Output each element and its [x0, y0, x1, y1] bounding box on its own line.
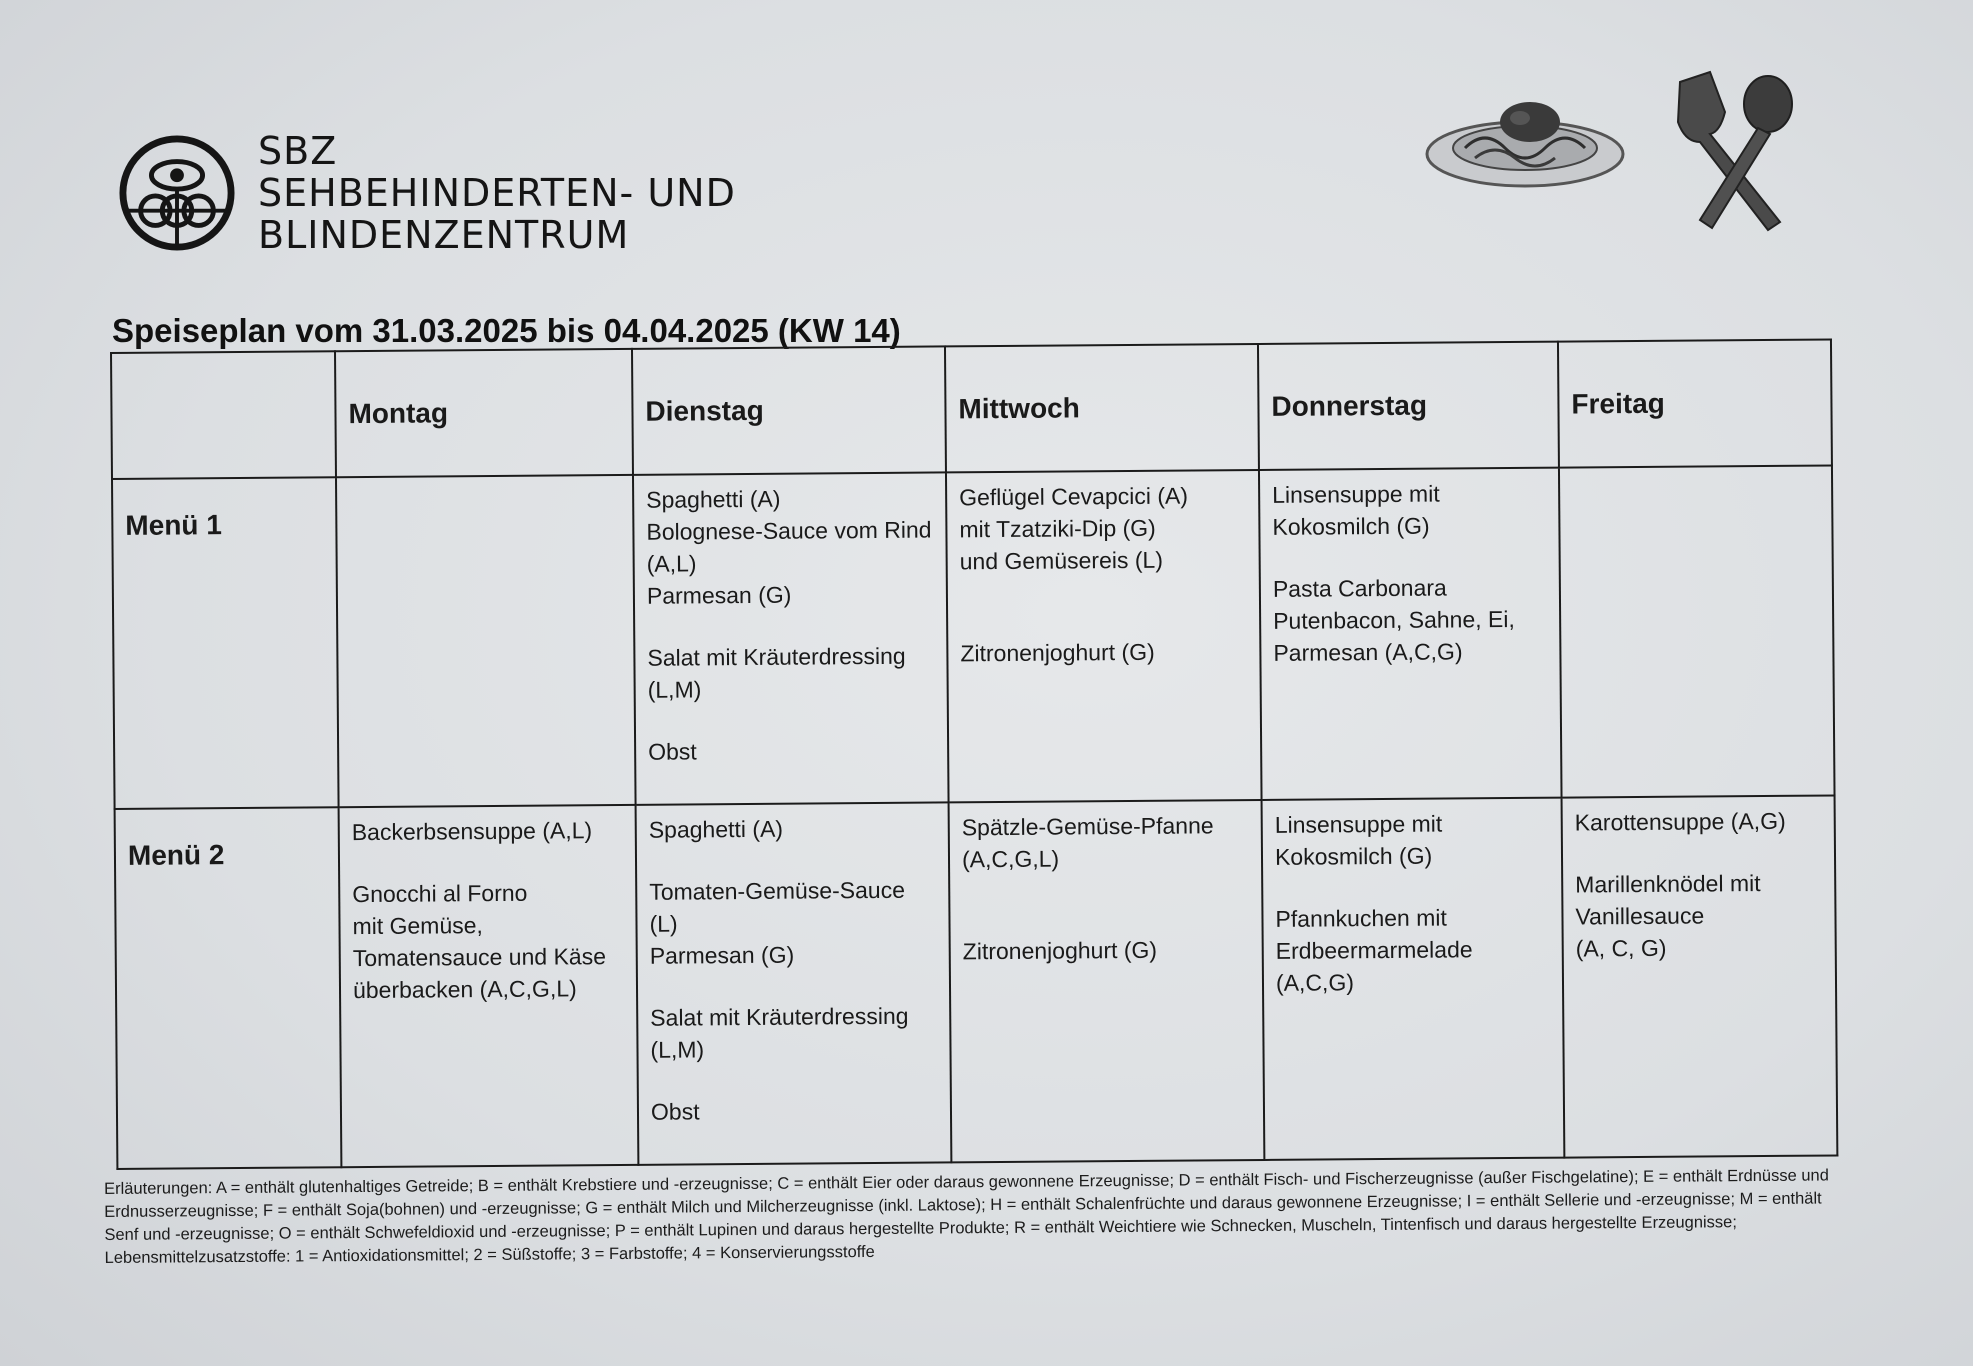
line-gap — [649, 844, 936, 876]
menu-label: Menü 1 — [112, 477, 339, 809]
menu-table — [110, 338, 1838, 1169]
line-gap — [647, 610, 934, 642]
line-gap — [648, 704, 935, 736]
logo-line-2: SEHBEHINDERTEN- UND — [258, 171, 736, 215]
menu-line: Tomatensauce und Käse — [352, 943, 607, 972]
menu-line: mit Gemüse, — [352, 912, 483, 940]
menu-line: Bolognese-Sauce vom Rind — [646, 516, 932, 545]
allergen-legend: Erläuterungen: A = enthält glutenhaltiges Getreide; B = enthält Krebstiere und -erzeugnisse; C = enthält Eier oder daraus gewonnene Erzeugnisse; D = enthält Fisch- und Fischerzeugnisse (außer Fischgelatine); E = enthält Erdnüsse und Erdnusserzeugnisse; F = enthält Soja(bohnen) und -erzeugnisse; G = enthält Milch und Milcherzeugnisse (inkl. Laktose); H = enthält Schalenfrüchte und daraus gewonnene Erzeugnisse; I = enthält Sellerie und -erzeugnisse; M = enthält Senf und -erzeugnisse; O = enthält Schwefeldioxid und -erzeugnisse; P = enthält Lupinen und daraus hergestellte Produkte; R = enthält Weichtiere wie Schnecken, Muscheln, Tintenfisch und daraus hergestellte Erzeugnisse; Lebensmittelzusatzstoffe: 1 = Antioxidationsmittel; 2 = Süßstoffe; 3 = Farbstoffe; 4 = Konservierungsstoffe — [104, 1166, 1829, 1267]
line-gap — [960, 605, 1247, 637]
spaghetti-plate-icon — [1420, 82, 1635, 202]
menu-line: Erdbeermarmelade — [1275, 936, 1473, 964]
menu-line: Marillenknödel mit — [1575, 870, 1761, 898]
menu-cell — [1559, 465, 1835, 797]
menu-line: Zitronenjoghurt (G) — [962, 936, 1158, 965]
menu-cell — [339, 805, 639, 1167]
menu-cell — [946, 470, 1262, 802]
line-gap — [1575, 837, 1822, 869]
line-gap — [960, 575, 1247, 607]
menu-line: Parmesan (G) — [649, 941, 795, 969]
line-gap — [1275, 871, 1549, 903]
menu-line: Kokosmilch (G) — [1272, 512, 1430, 540]
menu-line: Zitronenjoghurt (G) — [960, 638, 1155, 667]
menu-line: (L) — [649, 910, 678, 937]
menu-line: Geflügel Cevapcici (A) — [959, 482, 1189, 511]
menu-line: Tomaten-Gemüse-Sauce — [649, 876, 906, 905]
sbz-logo-icon — [118, 134, 236, 252]
menu-line: Parmesan (A,C,G) — [1273, 638, 1463, 666]
menu-line: Linsensuppe mit — [1274, 810, 1443, 838]
header-day: Dienstag — [632, 346, 946, 474]
menu-line: Backerbsensuppe (A,L) — [351, 817, 593, 846]
menu-line: Vanillesauce — [1575, 902, 1705, 930]
page-title: Speiseplan vom 31.03.2025 bis 04.04.2025 (KW 14) — [112, 312, 901, 349]
menu-line: mit Tzatziki-Dip (G) — [959, 514, 1156, 543]
menu-line: Putenbacon, Sahne, Ei, — [1273, 605, 1515, 634]
header-day: Donnerstag — [1258, 342, 1559, 470]
header-day: Montag — [335, 349, 633, 477]
menu-line: und Gemüsereis (L) — [959, 546, 1164, 575]
menu-line: (A,L) — [646, 550, 697, 577]
wooden-utensils-icon — [1650, 62, 1810, 232]
header-day: Mittwoch — [945, 344, 1259, 472]
menu-cell — [633, 472, 949, 804]
menu-line: Karottensuppe (A,G) — [1574, 807, 1786, 836]
menu-line: (L,M) — [647, 676, 702, 703]
menu-line: (A,C,G,L) — [961, 845, 1060, 873]
menu-cell — [1262, 798, 1565, 1160]
menu-line: Salat mit Kräuterdressing — [647, 642, 906, 671]
menu-line: (A,C,G) — [1275, 969, 1355, 996]
menu-line: Spätzle-Gemüse-Pfanne — [961, 812, 1214, 841]
menu-line: Obst — [648, 738, 697, 765]
menu-line: Parmesan (G) — [646, 581, 792, 609]
menu-cell — [1562, 795, 1838, 1157]
menu-line: Linsensuppe mit — [1272, 480, 1440, 508]
line-gap — [1273, 541, 1547, 573]
menu-line: Spaghetti (A) — [648, 815, 784, 843]
logo — [118, 130, 736, 256]
menu-row — [112, 465, 1835, 808]
line-gap — [352, 846, 623, 878]
menu-line: Pfannkuchen mit — [1275, 904, 1447, 932]
logo-text — [258, 130, 736, 256]
logo-line-3: BLINDENZENTRUM — [258, 213, 630, 257]
line-gap — [650, 970, 937, 1002]
line-gap — [962, 903, 1249, 935]
menu-line: (A, C, G) — [1575, 934, 1667, 962]
menu-line: überbacken (A,C,G,L) — [352, 975, 577, 1004]
menu-line: Kokosmilch (G) — [1274, 842, 1433, 870]
menu-cell — [636, 802, 952, 1164]
menu-line: Salat mit Kräuterdressing — [650, 1002, 909, 1031]
header-row — [111, 339, 1832, 479]
menu-label: Menü 2 — [115, 807, 342, 1169]
menu-line: Gnocchi al Forno — [352, 879, 528, 908]
menu-row — [115, 795, 1838, 1168]
menu-cell — [1259, 468, 1562, 800]
header-corner — [111, 351, 336, 479]
menu-line: (L,M) — [650, 1036, 705, 1063]
menu-cell — [949, 800, 1265, 1162]
line-gap — [962, 873, 1249, 905]
header-day: Freitag — [1558, 339, 1832, 467]
menu-line: Pasta Carbonara — [1272, 574, 1447, 602]
menu-cell — [336, 475, 636, 807]
menu-line: Obst — [650, 1098, 700, 1125]
menu-line: Spaghetti (A) — [646, 485, 781, 513]
logo-line-1: SBZ — [258, 129, 338, 173]
line-gap — [651, 1064, 938, 1096]
